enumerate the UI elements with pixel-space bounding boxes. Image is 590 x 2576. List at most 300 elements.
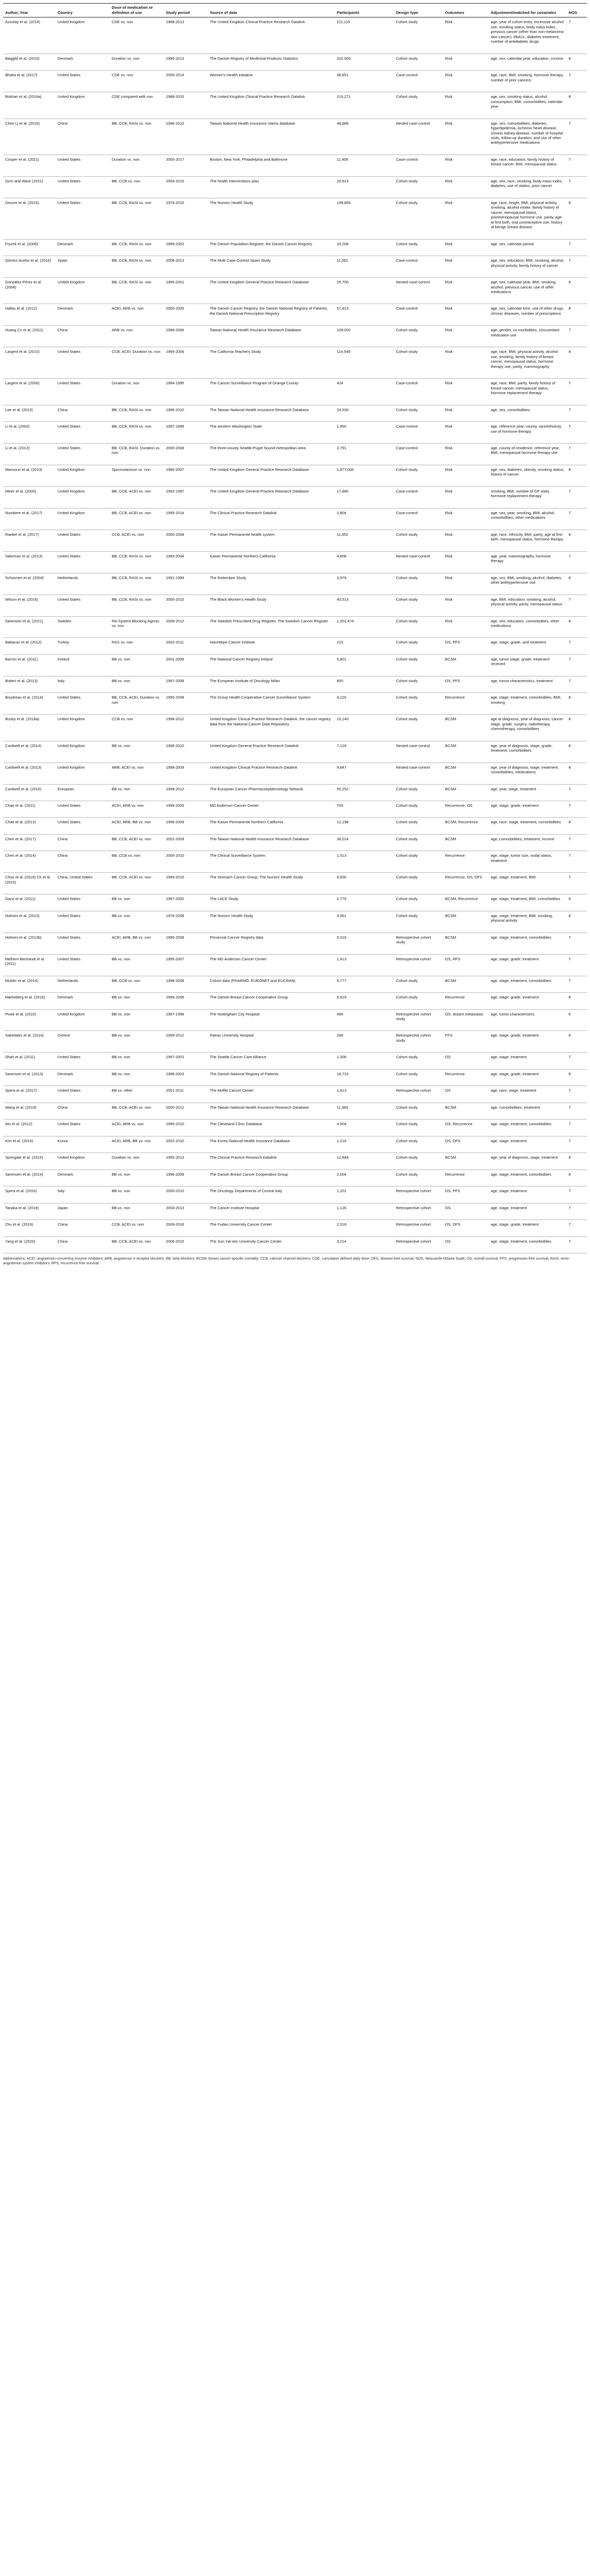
cell-outcomes: Risk — [443, 508, 489, 530]
cell-design: Cohort study — [394, 638, 443, 654]
cell-author: Wu et al. (2012) — [3, 1120, 56, 1136]
cell-participants: 4,808 — [335, 551, 394, 573]
cell-participants: 2,018 — [335, 1220, 394, 1236]
cell-nos: 8 — [567, 347, 587, 379]
cell-design: Retrospective cohort study — [394, 933, 443, 954]
table-row — [3, 801, 587, 818]
cell-source: The National Cancer Registry Ireland — [208, 654, 334, 676]
cell-adjust: age, stage, treatment, comorbidities — [488, 976, 566, 992]
cell-period: 1990-2007 — [164, 465, 208, 486]
cell-country: Denmark — [56, 239, 110, 256]
cell-period: 1999-2012 — [164, 1031, 208, 1053]
cell-design: Retrospective cohort — [394, 1086, 443, 1103]
cell-design: Cohort study — [394, 1103, 443, 1119]
cell-nos: 6 — [567, 1009, 587, 1031]
cell-author: Chen et al. (2017) — [3, 834, 56, 851]
cell-country: China — [56, 851, 110, 873]
table-row — [3, 54, 587, 70]
cell-adjust: age, stage, treatment, BMI, smoking, physical activity — [488, 911, 566, 933]
cell-nos: 7 — [567, 1053, 587, 1069]
header-dose: Dose of medication or definition of use — [110, 4, 164, 18]
cell-participants: 4,904 — [335, 1120, 394, 1136]
cell-author: Shah et al. (2011) — [3, 1053, 56, 1069]
cell-design: Case-control — [394, 155, 443, 176]
cell-period: 1994-1995 — [164, 379, 208, 405]
cell-country: Denmark — [56, 993, 110, 1009]
cell-participants: 3,979 — [335, 573, 394, 595]
table-row — [3, 176, 587, 198]
cell-source: United Kingdom General Practice Research Datalink — [208, 741, 334, 762]
cell-outcomes: BCSM, Recurrence — [443, 818, 489, 834]
table-row — [3, 741, 587, 762]
cell-country: Denmark — [56, 1170, 110, 1186]
cell-design: Cohort study — [394, 176, 443, 198]
cell-dose: BB, CCB, ACEI vs. non — [110, 1236, 164, 1253]
cell-design: Cohort study — [394, 1053, 443, 1069]
header-outcomes: Outcomes — [443, 4, 489, 18]
cell-nos: 7 — [567, 405, 587, 421]
cell-period: 1998-2012 — [164, 784, 208, 801]
cell-design: Cohort study — [394, 347, 443, 379]
cell-author: Bokhari et al. (2018a) — [3, 92, 56, 118]
table-row — [3, 933, 587, 954]
table-row — [3, 851, 587, 873]
cell-design: Nested case-control — [394, 741, 443, 762]
cell-author: Sørensen et al. (2021) — [3, 616, 56, 638]
cell-source: Boston, New York, Philadelphia and Baltimore — [208, 155, 334, 176]
cell-country: Denmark — [56, 304, 110, 326]
cell-adjust: age, stage, grade, treatment — [488, 954, 566, 976]
cell-period: 2006-2015 — [164, 1236, 208, 1253]
cell-nos: 8 — [567, 894, 587, 911]
table-row — [3, 1120, 587, 1136]
cell-nos: 7 — [567, 155, 587, 176]
cell-author: Mulder et al. (2014) — [3, 976, 56, 992]
cell-adjust: age, race, BMI, physical activity, alcohol use, smoking, family history of breast cancer, menopausal status, hormone therapy use, parity, mammography — [488, 347, 566, 379]
cell-design: Cohort study — [394, 1120, 443, 1136]
cell-design: Retrospective cohort — [394, 1236, 443, 1253]
cell-nos: 7 — [567, 1103, 587, 1119]
cell-source: The Clinical Practice Research Datalink — [208, 508, 334, 530]
cell-participants: 9,847 — [335, 762, 394, 784]
cell-outcomes: Risk — [443, 71, 489, 92]
table-row — [3, 573, 587, 595]
cell-country: China — [56, 326, 110, 347]
cell-participants: 2,004 — [335, 1170, 394, 1186]
cell-source: The Swedish Prescribed Drug Register, The Swedish Cancer Register — [208, 616, 334, 638]
cell-outcomes: Risk — [443, 465, 489, 486]
table-body — [3, 18, 587, 1253]
cell-dose: BB vs. non — [110, 1031, 164, 1053]
cell-source: The Black Women's Health Study — [208, 595, 334, 616]
cell-country: China — [56, 405, 110, 421]
cell-outcomes: Risk — [443, 18, 489, 54]
cell-dose: BB vs. non — [110, 654, 164, 676]
table-row — [3, 1170, 587, 1186]
cell-period: 1976-2008 — [164, 911, 208, 933]
cell-period: 2002-2009 — [164, 834, 208, 851]
cell-source: The United Kingdom General Practice Research Database — [208, 465, 334, 486]
table-row — [3, 911, 587, 933]
cell-adjust: age, year, stage, treatment — [488, 784, 566, 801]
table-row — [3, 616, 587, 638]
cell-participants: 1,950 — [335, 422, 394, 444]
cell-design: Cohort study — [394, 784, 443, 801]
cell-nos: 7 — [567, 1203, 587, 1219]
table-footnote: Abbreviations: ACEI, angiotensin-converting enzyme inhibitors; ARB, angiotensin II receptor blockers; BB, beta blockers; BCSM, breast cancer-specific mortality; CCB, calcium channel blockers; CDE, cumulative defined daily dose; DFS, disease-free survival; NOS, Newcastle-Ottawa Scale; OS, overall survival; PFS, progression-free survival; RASI, renin-angiotensin system inhibitors; RFS, recurrence-free survival. — [3, 1257, 570, 1266]
cell-period: 1995-2007 — [164, 954, 208, 976]
cell-period: 2000-2008 — [164, 530, 208, 551]
cell-dose: CCB, ACEI vs. non — [110, 530, 164, 551]
cell-outcomes: Recurrence — [443, 1069, 489, 1086]
cell-outcomes: OS, PFS — [443, 676, 489, 692]
cell-author: Chen Lj et al. (2016) — [3, 118, 56, 155]
table-row — [3, 326, 587, 347]
cell-period: 1999-2005 — [164, 801, 208, 818]
cell-source: Women's Health Initiative — [208, 71, 334, 92]
cell-dose: BB, CCB, ACEI vs. non — [110, 1103, 164, 1119]
cell-country: United States — [56, 176, 110, 198]
cell-outcomes: OS — [443, 1053, 489, 1069]
cell-country: China, United States — [56, 873, 110, 894]
cell-period: 2002-2010 — [164, 1136, 208, 1153]
cell-adjust: age, tumor characteristics — [488, 1009, 566, 1031]
cell-adjust: age, year of diagnosis, stage, grade, treatment, comorbidities — [488, 741, 566, 762]
table-row — [3, 873, 587, 894]
cell-author: Raebel et al. (2017) — [3, 530, 56, 551]
cell-adjust: age, stage, grade, treatment — [488, 1220, 566, 1236]
cell-outcomes: BCSM — [443, 933, 489, 954]
cell-participants: 1,306 — [335, 1053, 394, 1069]
cell-adjust: age, stage, grade, treatment — [488, 1069, 566, 1086]
cell-source: The European Institute of Oncology Milan — [208, 676, 334, 692]
cell-participants: 11,061 — [335, 256, 394, 278]
cell-nos: 6 — [567, 1031, 587, 1053]
cell-country: United States — [56, 422, 110, 444]
cell-participants: 55,252 — [335, 784, 394, 801]
cell-source: The Clinical Surveillance System — [208, 851, 334, 873]
cell-design: Cohort study — [394, 993, 443, 1009]
cell-participants: 1,001,474 — [335, 616, 394, 638]
cell-nos: 8 — [567, 715, 587, 741]
cell-country: United Kingdom — [56, 278, 110, 304]
cell-period: 2000-2005 — [164, 304, 208, 326]
cell-country: United States — [56, 911, 110, 933]
cell-outcomes: Risk — [443, 155, 489, 176]
cell-period: 2001-2006 — [164, 654, 208, 676]
cell-adjust: age, sex, education, BMI, smoking, alcohol, physical activity, family history of cancer — [488, 256, 566, 278]
cell-nos: 8 — [567, 616, 587, 638]
header-adjust: Adjustment/matched for covariates — [488, 4, 566, 18]
cell-participants: 1,413 — [335, 1086, 394, 1103]
cell-dose: BB, CCB, RASI vs. non — [110, 239, 164, 256]
cell-design: Cohort study — [394, 616, 443, 638]
cell-period: 1988-2013 — [164, 18, 208, 54]
cell-author: Sakellakis et al. (2014) — [3, 1031, 56, 1053]
cell-adjust: age, reference year, county, race/ethnicity, use of hormone therapy — [488, 422, 566, 444]
cell-period: 1996-2009 — [164, 818, 208, 834]
cell-author: Busby et al. (2018a) — [3, 715, 56, 741]
table-row — [3, 894, 587, 911]
cell-author: Holmes et al. (2013) — [3, 911, 56, 933]
table-row — [3, 239, 587, 256]
cell-design: Cohort study — [394, 18, 443, 54]
cell-source: The three-county Seattle-Puget Sound metropolitan area — [208, 444, 334, 465]
cell-author: Botteri et al. (2013) — [3, 676, 56, 692]
cell-nos: 8 — [567, 304, 587, 326]
cell-source: Hacettepe Cancer Institute — [208, 638, 334, 654]
cell-dose: BB vs. non — [110, 1069, 164, 1086]
cell-source: The United Kingdom General Practice Research Database — [208, 486, 334, 508]
cell-source: The western Washington State — [208, 422, 334, 444]
table-row — [3, 784, 587, 801]
cell-adjust: age, stage, grade, treatment — [488, 993, 566, 1009]
table-row — [3, 715, 587, 741]
cell-outcomes: Risk — [443, 573, 489, 595]
cell-country: United Kingdom — [56, 508, 110, 530]
cell-author: Hallas et al. (2012) — [3, 304, 56, 326]
cell-author: Dorn and Ware (2021) — [3, 176, 56, 198]
cell-period: 1991-1999 — [164, 573, 208, 595]
cell-design: Cohort study — [394, 465, 443, 486]
cell-nos: 7 — [567, 954, 587, 976]
cell-adjust: age, sex, comorbidities, diabetes, hyperlipidemia, ischemic heart disease, chronic kidney disease, number of hospital visits, follow-up duration, and use of other antihypertensive medications — [488, 118, 566, 155]
cell-outcomes: BCSM — [443, 784, 489, 801]
cell-participants: 199,866 — [335, 198, 394, 239]
table-row — [3, 976, 587, 992]
cell-source: The Stomach Cancer Group, The Nurses' Health Study — [208, 873, 334, 894]
cell-country: Ireland — [56, 654, 110, 676]
cell-participants: 466 — [335, 1009, 394, 1031]
cell-author: Chae et al. (2013) — [3, 818, 56, 834]
cell-nos: 7 — [567, 1187, 587, 1203]
cell-dose: CDE vs. non — [110, 71, 164, 92]
table-row — [3, 155, 587, 176]
cell-author: Cooper et al. (2021) — [3, 155, 56, 176]
header-author: Author, Year — [3, 4, 56, 18]
cell-author: Kim et al. (2016) — [3, 1136, 56, 1153]
cell-adjust: age at diagnosis, year of diagnosis, cancer stage, grade, surgery, radiotherapy, chemotherapy, comorbidities — [488, 715, 566, 741]
cell-dose: BB, CCB, RASI vs. non — [110, 551, 164, 573]
table-row — [3, 1086, 587, 1103]
cell-outcomes: Risk — [443, 256, 489, 278]
table-row — [3, 465, 587, 486]
cell-design: Cohort study — [394, 654, 443, 676]
cell-outcomes: Risk — [443, 486, 489, 508]
table-row — [3, 1009, 587, 1031]
cell-participants: 98,851 — [335, 71, 394, 92]
table-row — [3, 118, 587, 155]
cell-outcomes: Risk — [443, 176, 489, 198]
cell-nos: 7 — [567, 1086, 587, 1103]
cell-design: Cohort study — [394, 911, 443, 933]
cell-outcomes: Recurrence — [443, 851, 489, 873]
cell-adjust: age, stage, grade, and treatment — [488, 638, 566, 654]
cell-participants: 1,201 — [335, 1187, 394, 1203]
cell-author: Springate et al. (2015) — [3, 1153, 56, 1170]
cell-author: González-Pérez et al. (2004) — [3, 278, 56, 304]
cell-country: United States — [56, 595, 110, 616]
cell-nos: 7 — [567, 486, 587, 508]
cell-adjust: age, stage, treatment, comorbidities — [488, 1236, 566, 1253]
cell-participants: 3,214 — [335, 1236, 394, 1253]
cell-period: 1992-1997 — [164, 486, 208, 508]
cell-design: Cohort study — [394, 405, 443, 421]
cell-country: United States — [56, 1053, 110, 1069]
cell-participants: 800 — [335, 676, 394, 692]
cell-period: 1997-2000 — [164, 894, 208, 911]
cell-period: 1997-1998 — [164, 1009, 208, 1031]
cell-participants: 424 — [335, 379, 394, 405]
cell-source: The European Cancer Pharmacoepidemiology Network — [208, 784, 334, 801]
cell-outcomes: Risk — [443, 551, 489, 573]
table-row — [3, 304, 587, 326]
cell-nos: 7 — [567, 834, 587, 851]
header-source: Source of data — [208, 4, 334, 18]
cell-dose: BB, CCB, ACEI vs. non — [110, 508, 164, 530]
cell-source: The Taiwan National Health Insurance Research Database — [208, 1103, 334, 1119]
cell-country: United States — [56, 444, 110, 465]
cell-dose: BB vs. non — [110, 894, 164, 911]
cell-outcomes: Risk — [443, 405, 489, 421]
cell-country: Spain — [56, 256, 110, 278]
cell-adjust: age, race, height, BMI, physical activity, smoking, alcohol intake, family history of cancer, menopausal status, postmenopausal hormone use, parity, age at first birth, oral contraceptive use, history of benign breast disease — [488, 198, 566, 239]
cell-source: The Danish Registry of Medicinal Products Statistics — [208, 54, 334, 70]
cell-source: The Cleveland Clinic Database — [208, 1120, 334, 1136]
cell-author: Chen et al. (2014) — [3, 851, 56, 873]
table-row — [3, 1136, 587, 1153]
cell-period: 2004-2013 — [164, 1203, 208, 1219]
cell-nos: 8 — [567, 278, 587, 304]
cell-participants: 33,268 — [335, 239, 394, 256]
cell-dose: BB, CCB vs. non — [110, 976, 164, 992]
cell-adjust: age, stage, treatment — [488, 1053, 566, 1069]
cell-dose: BB, CCB, RASI vs. non — [110, 118, 164, 155]
cell-adjust: age, race, stage, treatment — [488, 1086, 566, 1103]
table-row — [3, 71, 587, 92]
cell-author: Bhatia et al. (2017) — [3, 71, 56, 92]
cell-outcomes: Risk — [443, 304, 489, 326]
cell-nos: 7 — [567, 444, 587, 465]
cell-adjust: age, sex, calendar time, use of other drugs, chronic diseases, number of prescriptions — [488, 304, 566, 326]
cell-adjust: age, stage, tumor size, nodal status, treatment — [488, 851, 566, 873]
cell-author: Lee et al. (2013) — [3, 405, 56, 421]
cell-outcomes: BCSM — [443, 715, 489, 741]
cell-author: Melhem-Bertrandt et al. (2011) — [3, 954, 56, 976]
cell-participants: 1,877,000 — [335, 465, 394, 486]
cell-country: Italy — [56, 676, 110, 692]
cell-participants: 1,513 — [335, 851, 394, 873]
table-row — [3, 1220, 587, 1236]
cell-period: 1996-2013 — [164, 54, 208, 70]
cell-participants: 11,865 — [335, 1103, 394, 1119]
cell-nos: 7 — [567, 851, 587, 873]
cell-outcomes: Recurrence — [443, 993, 489, 1009]
cell-design: Case-control — [394, 508, 443, 530]
cell-participants: 703 — [335, 801, 394, 818]
cell-design: Case-control — [394, 379, 443, 405]
cell-outcomes: Risk — [443, 54, 489, 70]
cell-nos: 8 — [567, 741, 587, 762]
cell-design: Cohort study — [394, 801, 443, 818]
cell-adjust: age, race, BMI, smoking, hormone therapy, number of prior cancers — [488, 71, 566, 92]
cell-dose: ACEI, ARB vs. non — [110, 801, 164, 818]
cell-dose: Duration vs. non — [110, 54, 164, 70]
cell-outcomes: Risk — [443, 347, 489, 379]
cell-period: 1997-2008 — [164, 676, 208, 692]
cell-country: Korea — [56, 1136, 110, 1153]
cell-adjust: age, sex, year, smoking, BMI, alcohol, comorbidities, other medications — [488, 508, 566, 530]
cell-nos: 8 — [567, 818, 587, 834]
cell-outcomes: BCSM — [443, 911, 489, 933]
cell-source: Patras University Hospital — [208, 1031, 334, 1053]
cell-nos: 7 — [567, 239, 587, 256]
cell-nos: 7 — [567, 18, 587, 54]
cell-nos: 7 — [567, 1236, 587, 1253]
cell-outcomes: Recurrence, OS, DFS — [443, 873, 489, 894]
cell-source: The Nurses' Health Study — [208, 198, 334, 239]
cell-nos: 7 — [567, 676, 587, 692]
cell-author: Largent et al. (2010) — [3, 347, 56, 379]
table-row — [3, 1203, 587, 1219]
cell-dose: BB, CCB, RASI vs. non — [110, 595, 164, 616]
cell-author: Li et al. (2013) — [3, 444, 56, 465]
table-row — [3, 834, 587, 851]
cell-design: Nested case-control — [394, 278, 443, 304]
table-row — [3, 486, 587, 508]
cell-participants: 20,913 — [335, 176, 394, 198]
cell-adjust: age, sex, education, comorbidities, other medications — [488, 616, 566, 638]
cell-author: Cardwell et al. (2014) — [3, 741, 56, 762]
table-row — [3, 551, 587, 573]
cell-design: Cohort study — [394, 595, 443, 616]
cell-outcomes: BCSM — [443, 1103, 489, 1119]
cell-design: Cohort study — [394, 530, 443, 551]
table-row — [3, 444, 587, 465]
cell-design: Cohort study — [394, 834, 443, 851]
cell-dose: ACEI, ARB, BB vs. non — [110, 818, 164, 834]
cell-design: Cohort study — [394, 92, 443, 118]
cell-adjust: age, race, ethnicity, BMI, parity, age at first birth, menopausal status, hormone therapy — [488, 530, 566, 551]
cell-country: Turkey — [56, 638, 110, 654]
cell-author: Yang et al. (2020) — [3, 1236, 56, 1253]
cell-period: 2001-2011 — [164, 1086, 208, 1103]
cell-adjust: age, stage, treatment — [488, 1187, 566, 1203]
cell-outcomes: Risk — [443, 595, 489, 616]
cell-design: Cohort study — [394, 715, 443, 741]
study-characteristics-table — [3, 3, 587, 1253]
table-row — [3, 92, 587, 118]
cell-country: United States — [56, 551, 110, 573]
cell-nos: 8 — [567, 1153, 587, 1170]
cell-nos: 7 — [567, 379, 587, 405]
cell-source: The Nurses' Health Study — [208, 911, 334, 933]
table-row — [3, 693, 587, 715]
cell-design: Cohort study — [394, 1136, 443, 1153]
table-row — [3, 1031, 587, 1053]
table-row — [3, 508, 587, 530]
table-row — [3, 1053, 587, 1069]
cell-outcomes: OS, PFS — [443, 1187, 489, 1203]
cell-author: Cardwell et al. (2013) — [3, 762, 56, 784]
cell-dose: RAS vs. non — [110, 638, 164, 654]
cell-author: Numbere et al. (2017) — [3, 508, 56, 530]
cell-period: 2000-2017 — [164, 155, 208, 176]
cell-outcomes: Risk — [443, 616, 489, 638]
cell-author: Largent et al. (2006) — [3, 379, 56, 405]
cell-dose: BB, CCB, RASI vs. non — [110, 198, 164, 239]
cell-adjust: age, comorbidities, treatment — [488, 1103, 566, 1119]
